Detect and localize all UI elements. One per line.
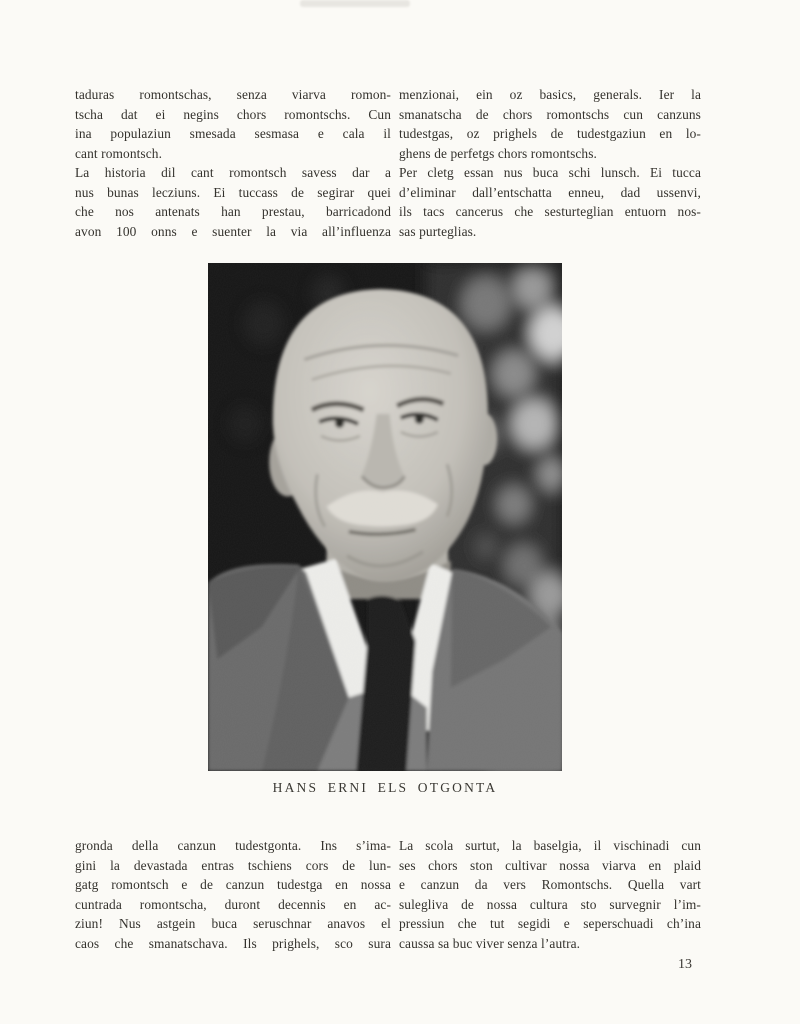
bottom-right-column bbox=[399, 836, 701, 953]
text-line: d’eliminar dall’entschatta enneu, dad ussenvi, bbox=[399, 184, 701, 200]
bottom-left-column bbox=[75, 836, 391, 953]
text-line: cant romontsch. bbox=[75, 145, 163, 161]
text-line: avon 100 onns e suenter la via all’influenza bbox=[75, 223, 391, 239]
top-right-column bbox=[399, 85, 701, 241]
text-line: menzionai, ein oz basics, generals. Ier la bbox=[399, 87, 701, 102]
portrait-figure bbox=[208, 263, 562, 795]
text-line: ghens de perfetgs chors romontschs. bbox=[399, 145, 597, 161]
text-line: pressiun che tut segidi e seperschuadi ch’ina bbox=[399, 916, 701, 931]
scan-smudge bbox=[300, 0, 410, 7]
text-line: La scola surtut, la baselgia, il vischinadi cun bbox=[399, 838, 701, 853]
top-left-column bbox=[75, 85, 391, 241]
page-number: 13 bbox=[678, 957, 692, 972]
text-line: ina populaziun smesada sesmasa e cala il bbox=[75, 126, 391, 141]
text-line: gronda della canzun tudestgonta. Ins s’ima- bbox=[75, 838, 391, 853]
text-line: nus bunas lecziuns. Ei tuccass de segirar quei bbox=[75, 184, 391, 200]
text-line: e canzun da vers Romontschs. Quella vart bbox=[399, 877, 701, 892]
text-line: smanatscha de chors romontschs cun canzuns bbox=[399, 106, 701, 122]
text-line: ils tacs cancerus che sesturteglian entuorn nos- bbox=[399, 204, 701, 219]
text-line: caos che smanatschava. Ils prighels, sco sura bbox=[75, 935, 391, 951]
text-line: che nos antenats han prestau, barricadond bbox=[75, 204, 391, 219]
photo-caption: HANS ERNI ELS OTGONTA bbox=[272, 780, 498, 795]
text-line: caussa sa buc viver senza l’autra. bbox=[399, 935, 581, 951]
text-line: gini la devastada entras tschiens cors de lun- bbox=[75, 857, 391, 873]
text-line: ziun! Nus astgein buca seruschnar anavos el bbox=[75, 916, 391, 931]
text-line: tscha dat ei negins chors romontschs. Cun bbox=[75, 106, 391, 122]
text-line: gatg romontsch e de canzun tudestga en nossa bbox=[75, 877, 391, 892]
text-line: cuntrada romontscha, duront decennis en ac- bbox=[75, 896, 391, 912]
text-line: Per cletg essan nus buca schi lunsch. Ei tucca bbox=[399, 165, 701, 180]
text-line: La historia dil cant romontsch savess dar a bbox=[75, 165, 391, 180]
text-line: sulegliva de nossa cultura sto survegnir l’im- bbox=[399, 896, 701, 912]
text-line: sas purteglias. bbox=[399, 223, 477, 239]
text-line: taduras romontschas, senza viarva romon- bbox=[75, 87, 391, 102]
text-line: ses chors ston cultivar nossa viarva en plaid bbox=[399, 857, 701, 873]
text-line: tudestgas, oz prighels de tudestgaziun en lo- bbox=[399, 126, 701, 141]
portrait-photo bbox=[208, 263, 562, 771]
